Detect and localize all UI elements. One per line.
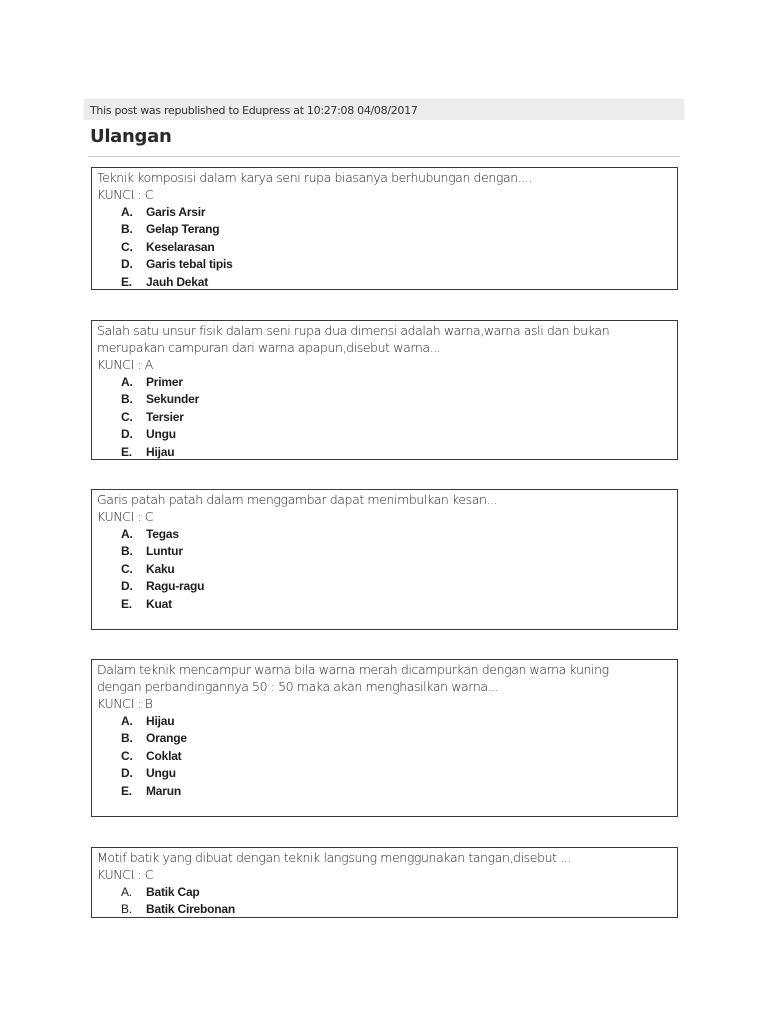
option-text: Tersier xyxy=(146,409,184,424)
title-divider xyxy=(88,156,680,157)
question-text-line-2: merupakan campuran dari warna apapun,disebut warna... xyxy=(97,340,441,355)
option-item xyxy=(97,883,677,901)
option-letter: A. xyxy=(121,884,132,899)
option-letter: C. xyxy=(121,561,133,576)
option-text: Coklat xyxy=(146,748,182,763)
option-text: Kaku xyxy=(146,561,175,576)
option-item xyxy=(97,408,677,426)
option-letter: A. xyxy=(121,204,133,219)
option-letter: E. xyxy=(121,783,132,798)
option-letter: A. xyxy=(121,713,133,728)
option-letter: B. xyxy=(121,222,133,237)
option-item xyxy=(97,765,677,783)
option-letter: B. xyxy=(121,392,133,407)
option-text: Tegas xyxy=(146,526,179,541)
option-letter: C. xyxy=(121,409,133,424)
option-item xyxy=(97,525,677,543)
option-text: Kuat xyxy=(146,596,172,611)
option-letter: A. xyxy=(121,374,133,389)
option-text: Gelap Terang xyxy=(146,222,220,237)
option-text: Hijau xyxy=(146,713,175,728)
question-text-line-2: dengan perbandingannya 50 : 50 maka akan menghasilkan warna... xyxy=(97,679,499,694)
option-letter: B. xyxy=(121,544,133,559)
answer-key: KUNCI : C xyxy=(97,509,154,524)
option-item xyxy=(97,578,677,596)
question-box-2 xyxy=(91,320,678,460)
option-letter: B. xyxy=(121,731,133,746)
option-text: Ungu xyxy=(146,766,176,781)
option-item xyxy=(97,543,677,561)
answer-key: KUNCI : B xyxy=(97,696,153,711)
option-letter: D. xyxy=(121,427,133,442)
option-list xyxy=(97,203,677,291)
option-item xyxy=(97,595,677,613)
question-box-4 xyxy=(91,659,678,817)
option-text: Keselarasan xyxy=(146,239,215,254)
answer-key: KUNCI : C xyxy=(97,187,154,202)
option-item xyxy=(97,901,677,919)
page-title: Ulangan xyxy=(90,126,172,147)
option-item xyxy=(97,747,677,765)
option-item xyxy=(97,730,677,748)
question-text: Teknik komposisi dalam karya seni rupa biasanya berhubungan dengan.... xyxy=(97,170,533,185)
option-text: Hijau xyxy=(146,444,175,459)
option-text: Batik Cirebonan xyxy=(146,902,236,917)
option-letter: D. xyxy=(121,766,133,781)
answer-key: KUNCI : C xyxy=(97,867,154,882)
option-list xyxy=(97,712,677,800)
question-text: Motif batik yang dibuat dengan teknik langsung menggunakan tangan,disebut ... xyxy=(97,850,571,865)
answer-key: KUNCI : A xyxy=(97,357,153,372)
option-text: Garis tebal tipis xyxy=(146,257,233,272)
option-item xyxy=(97,712,677,730)
option-item xyxy=(97,238,677,256)
option-text: Luntur xyxy=(146,544,183,559)
option-letter: B. xyxy=(121,902,132,917)
option-item xyxy=(97,273,677,291)
option-item xyxy=(97,203,677,221)
option-item xyxy=(97,426,677,444)
option-list xyxy=(97,373,677,461)
option-item xyxy=(97,256,677,274)
option-text: Jauh Dekat xyxy=(146,274,209,289)
question-text-line-1: Dalam teknik mencampur warna bila warna merah dicampurkan dengan warna kuning xyxy=(97,662,609,677)
option-text: Ragu-ragu xyxy=(146,579,205,594)
republish-banner: This post was republished to Edupress at 10:27:08 04/08/2017 xyxy=(84,99,684,120)
option-item xyxy=(97,373,677,391)
option-text: Ungu xyxy=(146,427,176,442)
option-list xyxy=(97,525,677,613)
option-letter: E. xyxy=(121,444,132,459)
option-letter: A. xyxy=(121,526,133,541)
option-list xyxy=(97,883,677,918)
question-text-line-1: Salah satu unsur fisik dalam seni rupa dua dimensi adalah warna,warna asli dan bukan xyxy=(97,323,610,338)
option-letter: D. xyxy=(121,257,133,272)
option-text: Garis Arsir xyxy=(146,204,206,219)
option-text: Primer xyxy=(146,374,183,389)
option-text: Orange xyxy=(146,731,187,746)
option-text: Sekunder xyxy=(146,392,200,407)
question-box-1 xyxy=(91,167,678,290)
option-item xyxy=(97,782,677,800)
question-text: Garis patah patah dalam menggambar dapat menimbulkan kesan... xyxy=(97,492,498,507)
option-letter: E. xyxy=(121,274,132,289)
option-item xyxy=(97,221,677,239)
option-text: Marun xyxy=(146,783,182,798)
option-text: Batik Cap xyxy=(146,884,200,899)
option-letter: E. xyxy=(121,596,132,611)
option-item xyxy=(97,391,677,409)
option-letter: C. xyxy=(121,239,133,254)
question-box-3 xyxy=(91,489,678,630)
option-item xyxy=(97,560,677,578)
option-letter: D. xyxy=(121,579,133,594)
option-item xyxy=(97,443,677,461)
question-box-5 xyxy=(91,847,678,918)
option-letter: C. xyxy=(121,748,133,763)
